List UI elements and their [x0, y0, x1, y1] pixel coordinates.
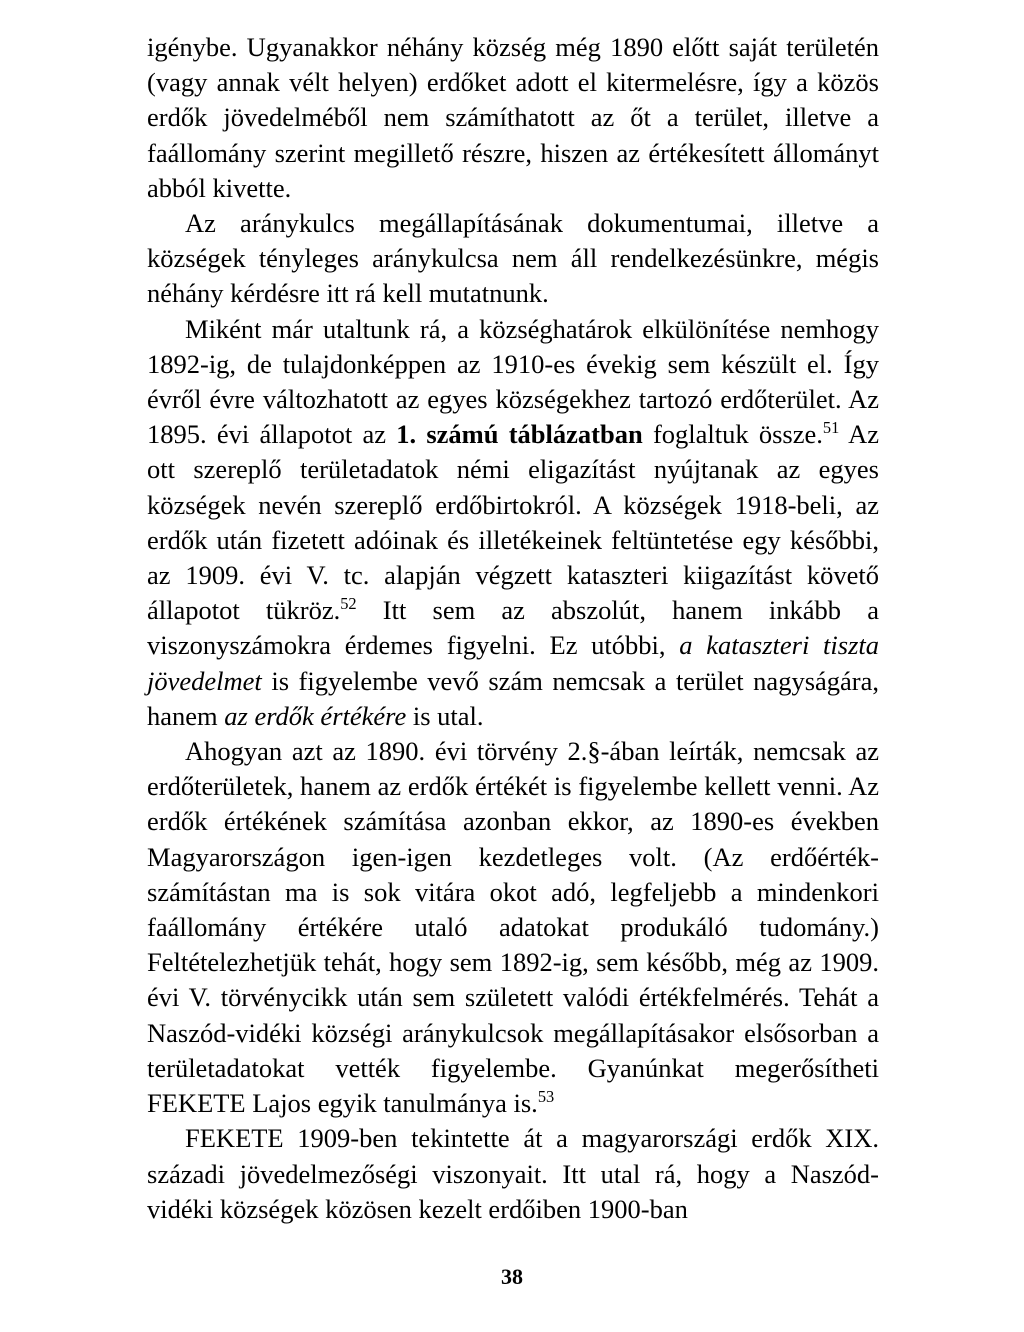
- italic-phrase: a kataszteri tiszta jövedelmet: [147, 630, 880, 696]
- text-segment: igénybe. Ugyanakkor néhány község még 1890 előtt saját területén (vagy annak vélt helyen) erdőket adott el kitermelésre, így a közös erdők jövedelméből nem számíthatott az őt a terület, illetve a faállomány szerint megillető részre, hiszen az értékesített állományt abból kivette.: [147, 32, 879, 203]
- text-segment: Ahogyan azt az 1890. évi törvény 2.§-ában leírták, nemcsak az erdőterületek, hanem az erdők értékét is figyelembe kellett venni. Az erdők értékének számítása azonban ekkor, az 1890-es években Magyarországon igen-igen kezdetleges volt. (Az erdőérték-számítástan ma is sok vitára okot adó, legfeljebb a mindenkori faállomány értékére utaló adatokat produkáló tudomány.) Feltételezhetjük tehát, hogy sem 1892-ig, sem később, még az 1909. évi V. törvénycikk után sem született valódi értékfelmérés. Tehát a Naszód-vidéki községi aránykulcsok megállapításakor elsősorban a területadatokat vették figyelembe. Gyanúnkat megerősítheti FEKETE Lajos egyik tanulmánya is.: [147, 736, 879, 1119]
- text-segment: Itt sem az abszolút, hanem inkább a viszonyszámokra érdemes figyelni. Ez utóbbi,: [147, 595, 879, 661]
- text-segment: Az aránykulcs megállapításának dokumentumai, illetve a községek tényleges aránykulcsa nem áll rendelkezésünkre, mégis néhány kérdésre itt rá kell mutatnunk.: [147, 208, 879, 309]
- text-segment: foglaltuk össze.: [642, 419, 823, 450]
- text-segment: Miként már utaltunk rá, a községhatárok elkülönítése nemhogy 1892-ig, de tulajdonképpen az 1910-es évekig sem készült el. Így évről évre változhatott az egyes községekhez tartozó erdőterület. Az 1895. évi állapotot az: [147, 313, 879, 450]
- paragraph-5: [147, 1121, 879, 1227]
- footnote-ref-51: 51: [822, 418, 840, 438]
- text-segment: Az ott szereplő területadatok némi eligazítást nyújtanak az egyes községek nevén szereplő erdőbirtokról. A községek 1918-beli, az erdők után fizetett adóinak és illetékeinek feltüntetése egy későbbi, az 1909. évi V. tc. alapján végzett kataszteri kiigazítást követő állapotot tükröz.: [147, 419, 879, 626]
- page-number: 38: [501, 1264, 523, 1289]
- italic-phrase: az erdők értékére: [224, 700, 407, 731]
- paragraph-1: [147, 30, 879, 206]
- paragraph-3: [147, 312, 879, 734]
- text-segment: FEKETE 1909-ben tekintette át a magyarországi erdők XIX. századi jövedelmezőségi viszonyait. Itt utal rá, hogy a Naszód-vidéki községek közösen kezelt erdőiben 1900-ban: [147, 1123, 879, 1224]
- paragraph-2: [147, 206, 879, 312]
- text-segment: is utal.: [406, 700, 484, 731]
- table-reference: 1. számú táblázatban: [396, 419, 643, 450]
- footnote-ref-52: 52: [340, 594, 357, 614]
- paragraph-4: [147, 734, 879, 1121]
- page-body: [147, 30, 879, 1227]
- footnote-ref-53: 53: [537, 1086, 555, 1106]
- text-segment: is figyelembe vevő szám nemcsak a terület nagyságára, hanem: [147, 665, 879, 731]
